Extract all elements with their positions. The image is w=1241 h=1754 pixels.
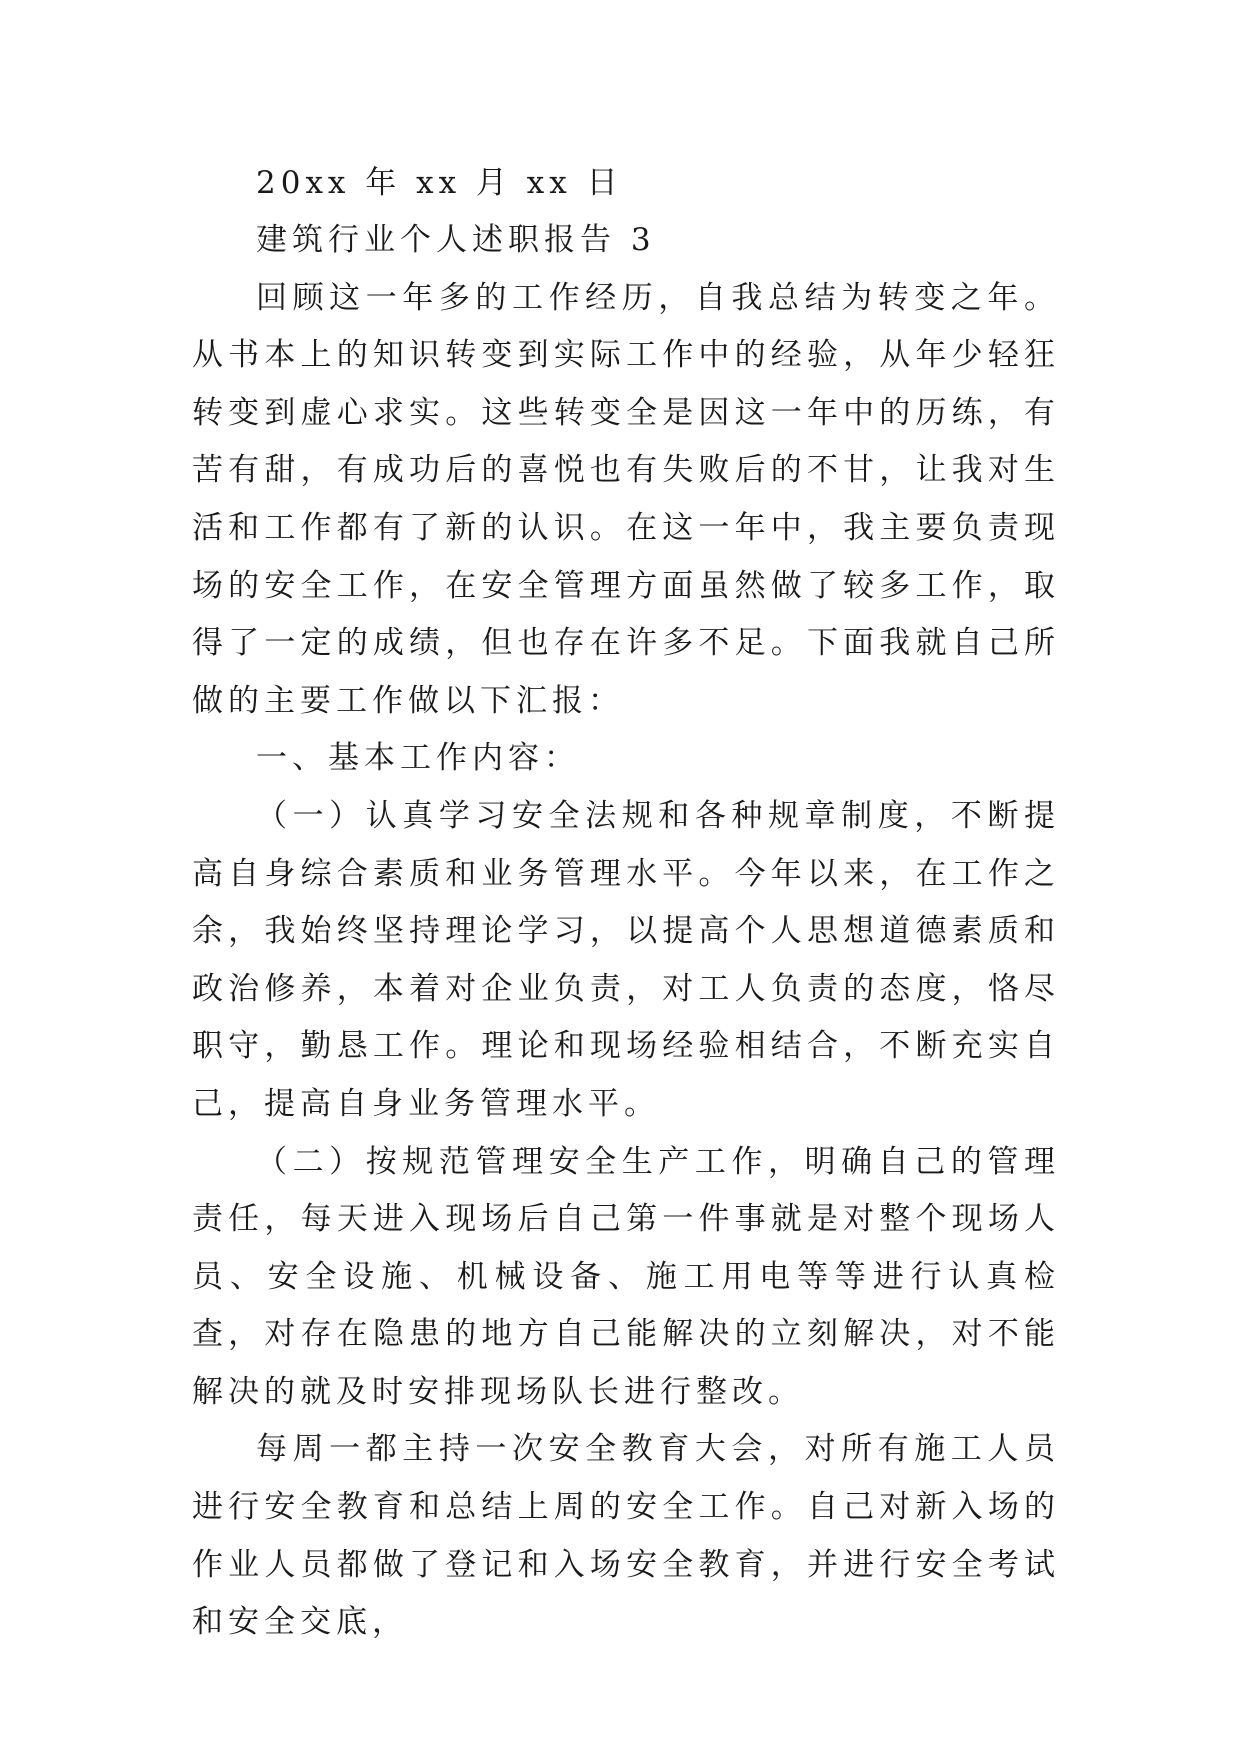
document-title: 建筑行业个人述职报告 3: [256, 222, 656, 258]
paragraph-intro: 回顾这一年多的工作经历，自我总结为转变之年。从书本上的知识转变到实际工作中的经验，从年少轻狂转变到虚心求实。这些转变全是因这一年中的历练，有苦有甜，有成功后的喜悦也有失败后的不甘，让我对生活和工作都有了新的认识。在这一年中，我主要负责现场的安全工作，在安全管理方面虽然做了较多工作，取得了一定的成绩，但也存在许多不足。下面我就自己所做的主要工作做以下汇报：: [192, 279, 1060, 719]
document-page: [192, 155, 1060, 1652]
paragraph-item-one: （一）认真学习安全法规和各种规章制度，不断提高自身综合素质和业务管理水平。今年以来，在工作之余，我始终坚持理论学习，以提高个人思想道德素质和政治修养，本着对企业负责，对工人负责的态度，恪尽职守，勤恳工作。理论和现场经验相结合，不断充实自己，提高自身业务管理水平。: [192, 797, 1060, 1122]
paragraph-item-two: （二）按规范管理安全生产工作，明确自己的管理责任，每天进入现场后自己第一件事就是对整个现场人员、安全设施、机械设备、施工用电等等进行认真检查，对存在隐患的地方自己能解决的立刻解决，对不能解决的就及时安排现场队长进行整改。: [192, 1143, 1060, 1410]
document-date: 20xx 年 xx 月 xx 日: [256, 165, 623, 201]
section-heading-basic-work: 一、基本工作内容：: [256, 740, 580, 777]
paragraph-weekly-meeting: 每周一都主持一次安全教育大会，对所有施工人员进行安全教育和总结上周的安全工作。自己对新入场的作业人员都做了登记和入场安全教育，并进行安全考试和安全交底，: [192, 1431, 1060, 1641]
